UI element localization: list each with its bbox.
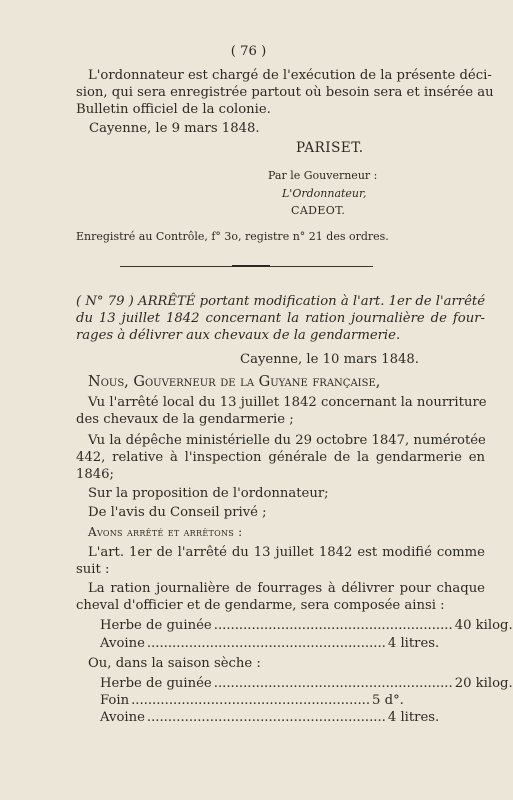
ration-item: Avoine bbox=[100, 636, 145, 651]
vu-depeche-line-2: 442, relative à l'inspection générale de la gendarmerie en bbox=[76, 450, 485, 465]
decision-line-1: L'ordonnateur est chargé de l'exécution de la présente déci- bbox=[88, 68, 492, 83]
ration-row bbox=[100, 636, 440, 652]
ration-item: Herbe de guinée bbox=[100, 618, 212, 633]
avons-arrete: Avons arrêté et arrêtons : bbox=[88, 525, 243, 539]
ordonnateur-role: L'Ordonnateur, bbox=[282, 187, 367, 200]
arrete-heading-1: ( N° 79 ) ARRÊTÉ portant modification à l'art. 1er de l'arrêté bbox=[76, 294, 485, 309]
vu-depeche-line-3: 1846; bbox=[76, 467, 115, 482]
vu-arrete-line-1: Vu l'arrêté local du 13 juillet 1842 concernant la nourriture bbox=[88, 395, 487, 410]
ration-qty: 4 litres. bbox=[387, 710, 440, 725]
ration-qty: 4 litres. bbox=[387, 636, 440, 651]
avis-conseil: De l'avis du Conseil privé ; bbox=[88, 505, 267, 520]
ration-qty: 20 kilog. bbox=[454, 676, 513, 691]
registration-note: Enregistré au Contrôle, f° 3o, registre n° 21 des ordres. bbox=[76, 230, 389, 243]
ration-item: Avoine bbox=[100, 710, 145, 725]
vu-depeche-line-1: Vu la dépêche ministérielle du 29 octobre 1847, numérotée bbox=[88, 433, 486, 448]
ration-line-1: La ration journalière de fourrages à délivrer pour chaque bbox=[88, 581, 485, 596]
dry-season-heading: Ou, dans la saison sèche : bbox=[88, 656, 261, 671]
article-line-1: L'art. 1er de l'arrêté du 13 juillet 1842 est modifié comme bbox=[88, 545, 485, 560]
dry-ration-row bbox=[100, 676, 513, 692]
dot-leader: ......................................................... bbox=[146, 636, 386, 651]
article-line-2: suit : bbox=[76, 562, 110, 577]
ration-qty: 5 d°. bbox=[372, 693, 404, 708]
ration-qty: 40 kilog. bbox=[454, 618, 513, 633]
dry-ration-row bbox=[100, 710, 440, 726]
ordonnateur-signature: CADEOT. bbox=[291, 204, 346, 217]
dot-leader: ......................................................... bbox=[213, 676, 453, 691]
ration-row bbox=[100, 618, 513, 634]
decision-line-2: sion, qui sera enregistrée partout où besoin sera et insérée au bbox=[76, 85, 494, 100]
dot-leader: ......................................................... bbox=[213, 618, 453, 633]
par-le-gouverneur: Par le Gouverneur : bbox=[268, 169, 378, 182]
sur-proposition: Sur la proposition de l'ordonnateur; bbox=[88, 486, 329, 501]
ration-item: Herbe de guinée bbox=[100, 676, 212, 691]
vu-arrete-line-2: des chevaux de la gendarmerie ; bbox=[76, 412, 294, 427]
dot-leader: ......................................................... bbox=[131, 693, 371, 708]
dot-leader: ......................................................... bbox=[146, 710, 386, 725]
arrete-date: Cayenne, le 10 mars 1848. bbox=[240, 352, 419, 367]
ration-item: Foin bbox=[100, 693, 130, 708]
arrete-heading-3: rages à délivrer aux chevaux de la gendarmerie. bbox=[76, 328, 401, 343]
ration-line-2: cheval d'officier et de gendarme, sera composée ainsi : bbox=[76, 598, 445, 613]
decision-line-3: Bulletin officiel de la colonie. bbox=[76, 102, 271, 117]
page-number: ( 76 ) bbox=[230, 44, 267, 59]
arrete-heading-2: du 13 juillet 1842 concernant la ration journalière de four- bbox=[76, 311, 485, 326]
governor-signature: PARISET. bbox=[296, 140, 364, 156]
decision-date: Cayenne, le 9 mars 1848. bbox=[89, 121, 260, 136]
section-divider-ornament bbox=[232, 265, 270, 267]
nous-gouverneur: Nous, Gouverneur de la Guyane française, bbox=[88, 374, 381, 390]
dry-ration-row bbox=[100, 693, 404, 709]
